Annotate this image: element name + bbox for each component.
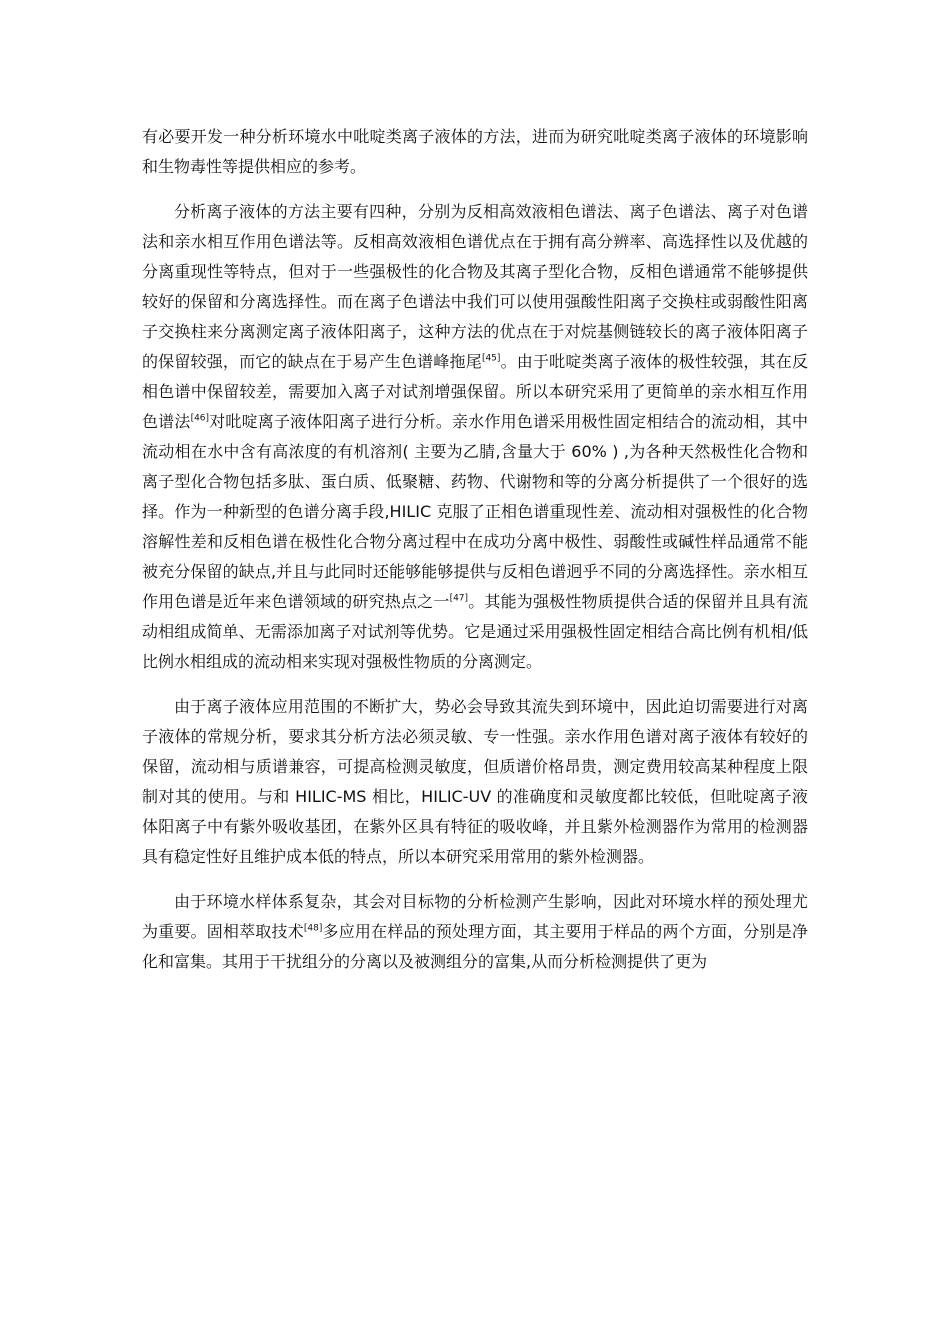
- paragraph: [142, 692, 808, 872]
- paragraph: [142, 122, 808, 182]
- paragraph: [142, 197, 808, 677]
- citation-ref: [48]: [303, 923, 323, 934]
- paragraph-text: 。由于吡啶类离子液体的极性较强，其在反相色谱中保留较差，需要加入离子对试剂增强保留。所以本研究采用了更简单的亲水相互作用色谱法: [142, 352, 808, 431]
- paragraph-text: 有必要开发一种分析环境水中吡啶类离子液体的方法，进而为研究吡啶类离子液体的环境影响和生物毒性等提供相应的参考。: [142, 127, 808, 176]
- paragraph-text: 由于环境水样体系复杂，其会对目标物的分析检测产生影响，因此对环境水样的预处理尤为重要。固相萃取技术: [142, 892, 808, 941]
- paragraph-text: 。其能为强极性物质提供合适的保留并且具有流动相组成简单、无需添加离子对试剂等优势。它是通过采用强极性固定相结合高比例有机相/低比例水相组成的流动相来实现对强极性物质的分离测定。: [142, 592, 808, 671]
- paragraph: [142, 887, 808, 977]
- paragraph-text: 由于离子液体应用范围的不断扩大，势必会导致其流失到环境中，因此迫切需要进行对离子液体的常规分析，要求其分析方法必须灵敏、专一性强。亲水作用色谱对离子液体有较好的保留，流动相与质谱兼容，可提高检测灵敏度，但质谱价格昂贵，测定费用较高某种程度上限制对其的使用。与和 HILIC-MS 相比，HILIC-UV 的准确度和灵敏度都比较低，但吡啶离子液体阳离子中有紫外吸收基团，在紫外区具有特征的吸收峰，并且紫外检测器作为常用的检测器具有稳定性好且维护成本低的特点，所以本研究采用常用的紫外检测器。: [142, 697, 808, 866]
- paragraph-text: 分析离子液体的方法主要有四种，分别为反相高效液相色谱法、离子色谱法、离子对色谱法和亲水相互作用色谱法等。反相高效液相色谱优点在于拥有高分辨率、高选择性以及优越的分离重现性等特点，但对于一些强极性的化合物及其离子型化合物，反相色谱通常不能够提供较好的保留和分离选择性。而在离子色谱法中我们可以使用强酸性阳离子交换柱或弱酸性阳离子交换柱来分离测定离子液体阳离子，这种方法的优点在于对烷基侧链较长的离子液体阳离子的保留较强，而它的缺点在于易产生色谱峰拖尾: [142, 202, 808, 371]
- citation-ref: [47]: [449, 593, 469, 604]
- paragraph-text: 对吡啶离子液体阳离子进行分析。亲水作用色谱采用极性固定相结合的流动相，其中流动相在水中含有高浓度的有机溶剂( 主要为乙腈,含量大于 60% ) ,为各种天然极性化合物和离子型化合物包括多肽、蛋白质、低聚糖、药物、代谢物和等的分离分析提供了一个很好的选择。作为一种新型的色谱分离手段,HILIC 克服了正相色谱重现性差、流动相对强极性的化合物溶解性差和反相色谱在极性化合物分离过程中在成功分离中极性、弱酸性或碱性样品通常不能被充分保留的缺点,并且与此同时还能够能够提供与反相色谱迥乎不同的分离选择性。亲水相互作用色谱是近年来色谱领域的研究热点之一: [142, 412, 808, 611]
- paragraph-text: 多应用在样品的预处理方面，其主要用于样品的两个方面，分别是净化和富集。其用于干扰组分的分离以及被测组分的富集,从而分析检测提供了更为: [142, 922, 808, 971]
- citation-ref: [46]: [190, 413, 210, 424]
- citation-ref: [45]: [481, 353, 501, 364]
- body-text: [142, 122, 808, 992]
